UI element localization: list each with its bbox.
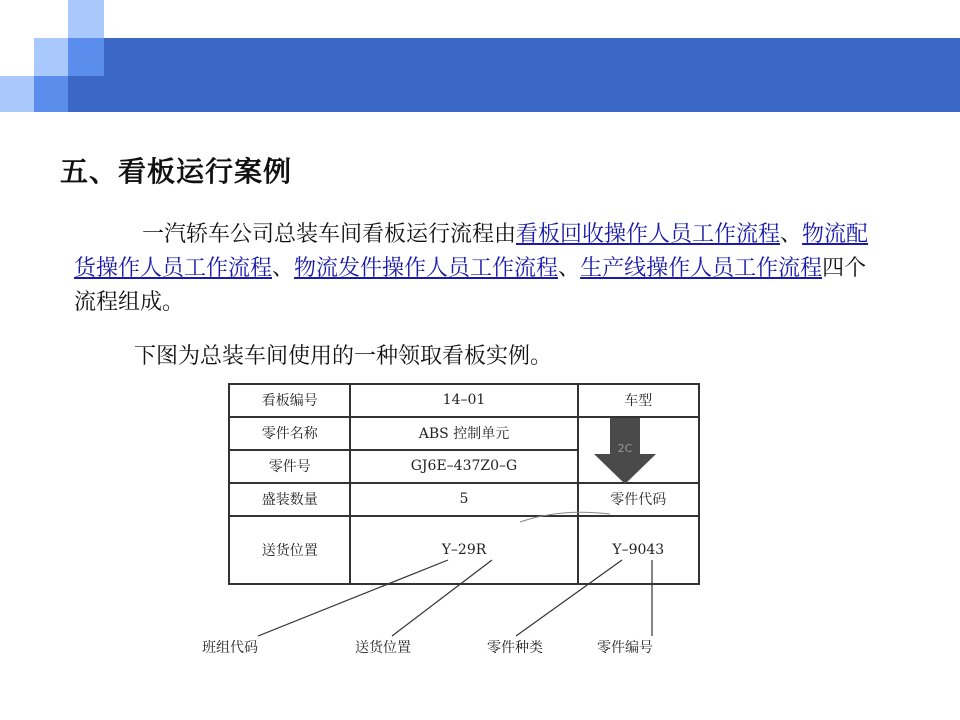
row-label: 看板编号 xyxy=(229,384,350,417)
row-right: 零件代码 xyxy=(578,483,699,516)
annotation-part-type: 零件种类 xyxy=(487,640,543,656)
slide-title: 五、看板运行案例 xyxy=(60,155,293,188)
row-right: Y–9043 xyxy=(578,516,699,584)
row-label: 送货位置 xyxy=(229,516,350,584)
para-separator: 、 xyxy=(558,256,581,281)
link-logistics-distribution[interactable]: 物流配货操作人员工作流程 xyxy=(74,222,869,281)
para-separator: 、 xyxy=(780,222,803,247)
arrow-label: 2C xyxy=(617,442,633,455)
para-separator: 、 xyxy=(272,256,295,281)
link-production-line[interactable]: 生产线操作人员工作流程 xyxy=(580,256,823,281)
para-text: 一汽轿车公司总装车间看板运行流程由 xyxy=(142,222,517,247)
link-kanban-recovery[interactable]: 看板回收操作人员工作流程 xyxy=(516,222,781,247)
para-text: 四个流程组成。 xyxy=(74,256,867,315)
row-value: 5 xyxy=(350,483,577,516)
row-right: 车型 xyxy=(578,384,699,417)
row-value: 14–01 xyxy=(350,384,577,417)
row-label: 零件名称 xyxy=(229,417,350,450)
row-label: 零件号 xyxy=(229,450,350,483)
link-logistics-dispatch[interactable]: 物流发件操作人员工作流程 xyxy=(294,256,559,281)
row-value: GJ6E–437Z0–G xyxy=(350,450,577,483)
row-value: Y–29R xyxy=(350,516,577,584)
row-label: 盛装数量 xyxy=(229,483,350,516)
annotation-team-code: 班组代码 xyxy=(202,640,258,656)
annotation-part-number: 零件编号 xyxy=(597,640,653,656)
annotation-delivery-location: 送货位置 xyxy=(355,640,411,656)
row-value: ABS 控制单元 xyxy=(350,417,577,450)
figure-caption: 下图为总装车间使用的一种领取看板实例。 xyxy=(134,344,553,369)
